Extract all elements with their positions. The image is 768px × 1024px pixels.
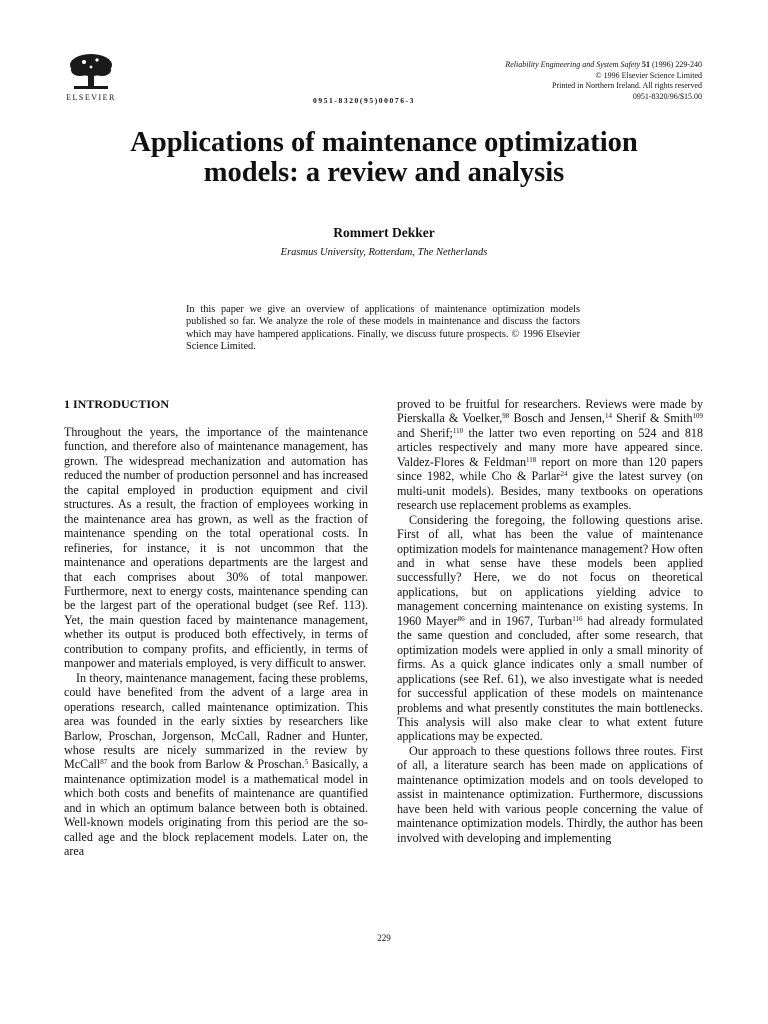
journal-volume: 51 <box>642 60 650 69</box>
reference-number: 5 <box>304 758 309 767</box>
doi-code: 0951-8320(95)00076-3 <box>313 96 415 105</box>
printed-line: Printed in Northern Ireland. All rights reserved <box>552 81 702 91</box>
paragraph: Throughout the years, the importance of the maintenance function, and therefore also of maintenance management, has grown. The widespread mechanization and automation has reduced the number of production personnel and has increased the capital employed in production equipment and civil structures. As a result, the fraction of employees working in the maintenance area has grown, as well as the fraction of maintenance spending on the total operational costs. In refineries, for instance, it is not uncommon that the maintenance and operations departments are the largest and that each comprises about 30% of total manpower. Furthermore, next to energy costs, maintenance spending can be the largest part of the operational budget (see Ref. 113). Yet, the main question faced by maintenance management, whether its output is produced both effectively, in terms of contribution to company profits, and efficiently, in terms of manpower and materials employed, is very difficult to answer. <box>64 425 368 671</box>
reference-number: 87 <box>100 758 108 767</box>
reference-number: 86 <box>457 614 465 623</box>
paragraph: Considering the foregoing, the following questions arise. First of all, what has been the value of maintenance optimization models for maintenance management? How often and in what sense have these models been applied successfully? Here, we do not focus on theoretical applications, but on applications yielding advice to management concerning maintenance on existing systems. In 1960 Mayer$^{86}$ and in 1967, Turban$^{116}$ had already formulated the same question and concluded, after some research, that optimization models were applied in only a small minority of firms. As a quick glance indicates only a small number of applications (see Ref. 61), we also investigate what is needed for successful application of these models on maintenance problems and what presently constitutes the main bottlenecks. This analysis will also make clear to what extent future applications may be expected. <box>397 512 704 744</box>
reference-number: 110 <box>452 426 464 435</box>
copyright-line: © 1996 Elsevier Science Limited <box>595 70 702 80</box>
paper-title <box>0 128 768 188</box>
abstract: In this paper we give an overview of applications of maintenance optimization models published so far. We analyze the role of these models in maintenance and discuss the factors which may have hampered applications. Finally, we discuss future prospects. © 1996 Elsevier Science Limited. <box>186 304 580 353</box>
reference-number: 118 <box>526 455 537 464</box>
elsevier-logo <box>60 52 122 102</box>
section-heading: 1 INTRODUCTION <box>64 397 170 411</box>
journal-year-pages: (1996) 229-240 <box>652 60 702 69</box>
left-column <box>64 397 368 859</box>
reference-number: 98 <box>502 412 510 421</box>
title-line-2: models: a review and analysis <box>203 157 565 188</box>
reference-number: 14 <box>604 412 612 421</box>
paragraph: proved to be fruitful for researchers. Reviews were made by Pierskalla & Voelker,$^{98}$ Bosch and Jensen,$^{14}$ Sherif & Smith$^{109}$ and Sherif;$^{110}$ the latter two even reporting on 524 and 818 articles respectively and many more have appeared since. Valdez-Flores & Feldman$^{118}$ report on more than 120 papers since 1982, while Cho & Parlar$^{24}$ give the latest survey (on multi-unit models). Besides, many textbooks on operations research use replacement problems as examples. <box>397 397 703 513</box>
publisher-name: ELSEVIER <box>66 93 116 102</box>
right-column <box>397 397 703 845</box>
journal-citation <box>505 60 702 102</box>
elsevier-tree-icon <box>66 52 116 92</box>
paragraph: In theory, maintenance management, facing these problems, could have benefited from the advent of a large area in operations research, called maintenance optimization. This area was founded in the early sixties by researchers like Barlow, Proschan, Jorgenson, McCall, Radner and Hunter, whose results are nicely summarized in the review by McCall$^{87}$ and the book from Barlow & Proschan.$^5$ Basically, a maintenance optimization model is a mathematical model in which both costs and benefits of maintenance are quantified and in which an optimum balance between both is obtained. Well-known models originating from this period are the so-called age and the block replacement models. Later on, the area <box>64 670 369 859</box>
reference-number: 116 <box>572 614 583 623</box>
page-number: 229 <box>377 933 391 943</box>
reference-number: 109 <box>692 412 703 421</box>
author-affiliation: Erasmus University, Rotterdam, The Netherlands <box>280 247 488 258</box>
author-name: Rommert Dekker <box>333 225 435 240</box>
journal-name: Reliability Engineering and System Safety <box>505 60 640 69</box>
paragraph: Our approach to these questions follows three routes. First of all, a literature search has been made on applications of maintenance optimization models and on tools developed to assist in maintenance optimization. Furthermore, discussions have been held with various people concerning the value of maintenance optimization models. Thirdly, the author has been involved with developing and implementing <box>397 743 703 845</box>
reference-number: 24 <box>560 470 568 479</box>
price-line: 0951-8320/96/$15.00 <box>632 91 702 101</box>
title-line-1: Applications of maintenance optimization <box>130 127 638 158</box>
